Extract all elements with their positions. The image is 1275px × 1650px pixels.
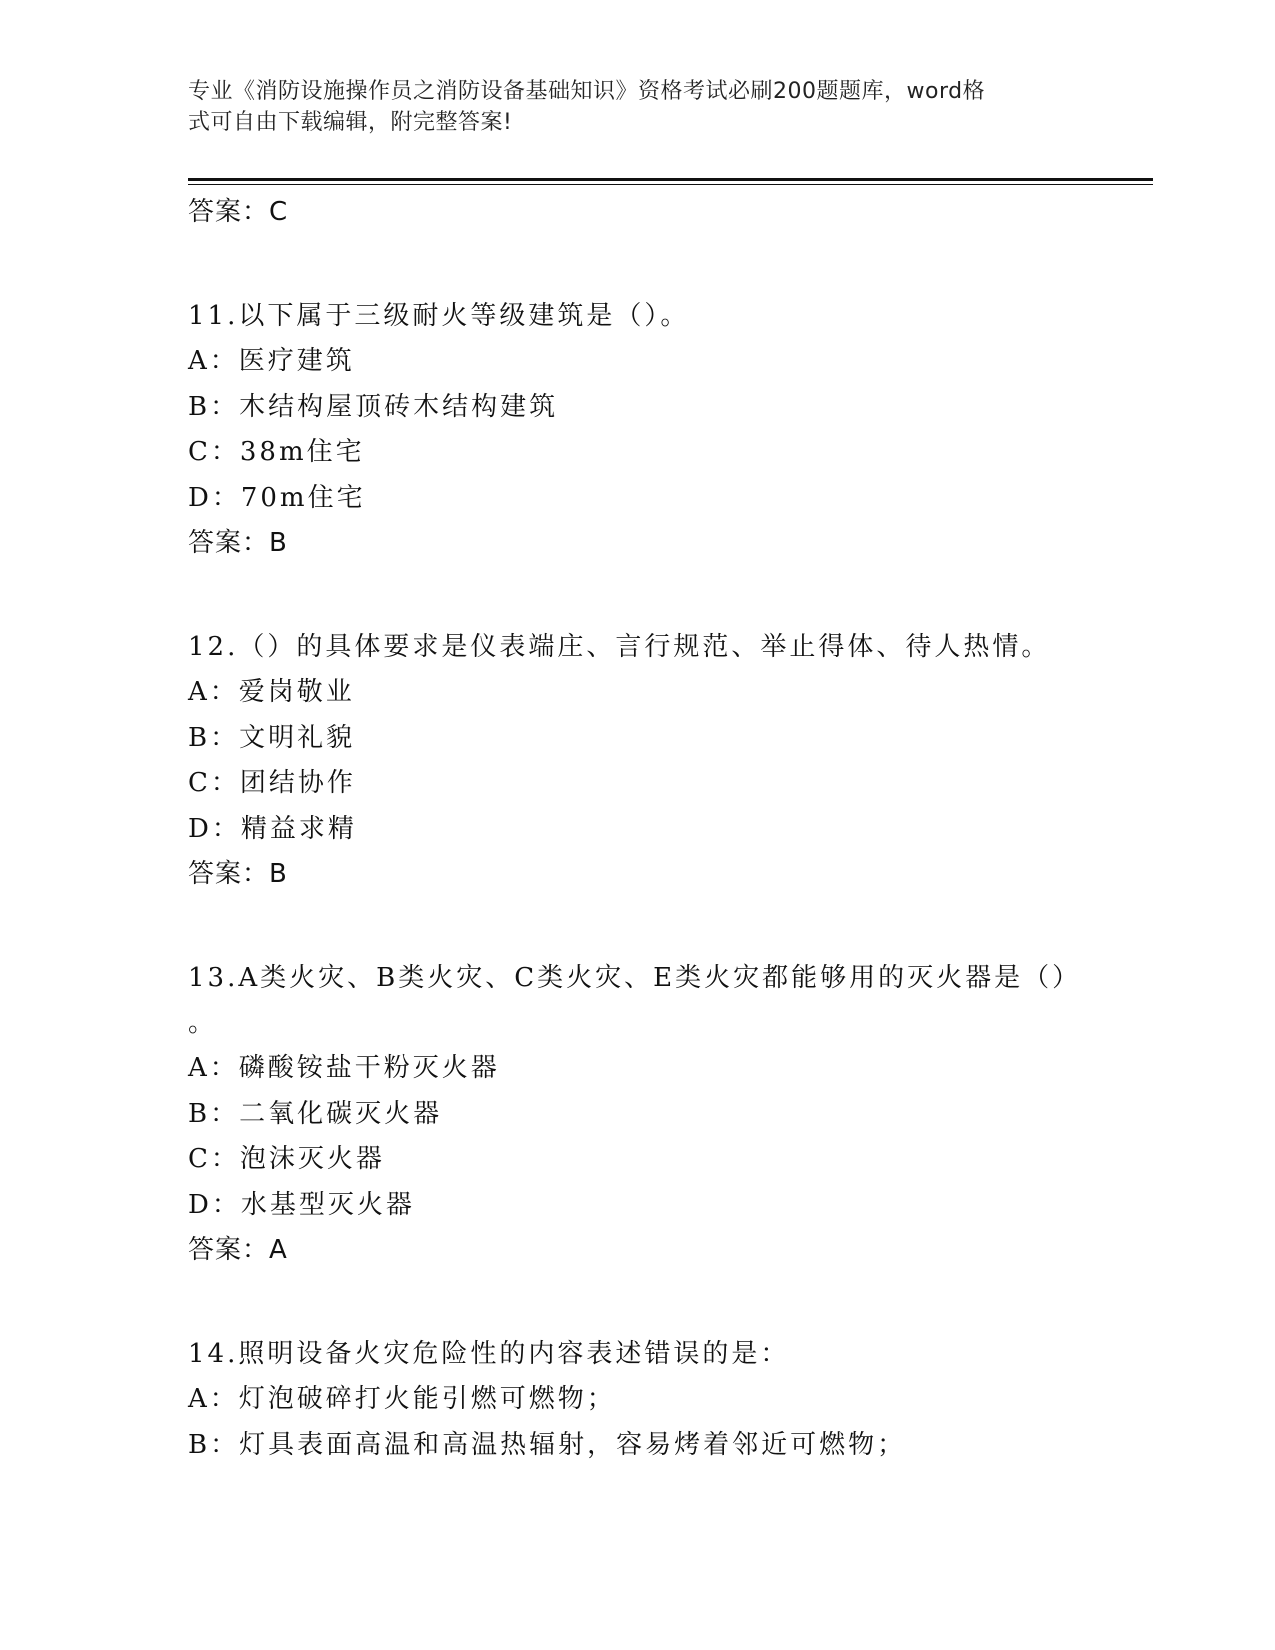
header-line-1: 专业《消防设施操作员之消防设备基础知识》资格考试必刷200题题库，word格	[188, 79, 986, 104]
option-b: B：二氧化碳灭火器	[188, 1098, 443, 1129]
option-a: A：爱岗敬业	[188, 677, 355, 707]
spacer	[188, 234, 1088, 294]
document-body	[188, 190, 1088, 1468]
option-b: B：木结构屋顶砖木结构建筑	[188, 391, 559, 422]
question-stem: 11.以下属于三级耐火等级建筑是（）。	[188, 301, 690, 331]
option-b: B：灯具表面高温和高温热辐射，容易烤着邻近可燃物；	[188, 1429, 907, 1460]
answer: 答案：B	[188, 859, 288, 889]
answer: 答案：B	[188, 528, 288, 558]
document-header	[188, 76, 1088, 138]
header-rule-thick	[188, 178, 1153, 181]
option-c: C：泡沫灭火器	[188, 1144, 385, 1174]
option-d: D：水基型灭火器	[188, 1189, 415, 1220]
question-13	[188, 956, 1088, 1272]
answer: 答案：A	[188, 1235, 288, 1265]
question-stem: 13.A类火灾、B类火灾、C类火灾、E类火灾都能够用的灭火器是（）	[188, 963, 1082, 993]
option-c: C：团结协作	[188, 768, 356, 798]
option-a: A：医疗建筑	[188, 346, 355, 376]
question-stem: 14.照明设备火灾危险性的内容表述错误的是：	[188, 1339, 790, 1369]
option-d: D：精益求精	[188, 813, 357, 844]
question-14	[188, 1332, 1088, 1468]
option-b: B：文明礼貌	[188, 722, 356, 753]
option-d: D：70m住宅	[188, 482, 366, 513]
spacer	[188, 896, 1088, 956]
question-12	[188, 625, 1088, 896]
header-line-2: 式可自由下载编辑，附完整答案!	[188, 110, 513, 135]
question-11	[188, 294, 1088, 565]
option-c: C：38m住宅	[188, 437, 365, 467]
question-stem: 12.（）的具体要求是仪表端庄、言行规范、举止得体、待人热情。	[188, 632, 1051, 662]
header-rule-thin	[188, 184, 1153, 185]
option-a: A：灯泡破碎打火能引燃可燃物；	[188, 1384, 616, 1414]
question-stem-continued: 。	[188, 1008, 218, 1038]
answer-previous: 答案：C	[188, 197, 289, 227]
spacer	[188, 1272, 1088, 1332]
option-a: A：磷酸铵盐干粉灭火器	[188, 1053, 500, 1083]
spacer	[188, 565, 1088, 625]
